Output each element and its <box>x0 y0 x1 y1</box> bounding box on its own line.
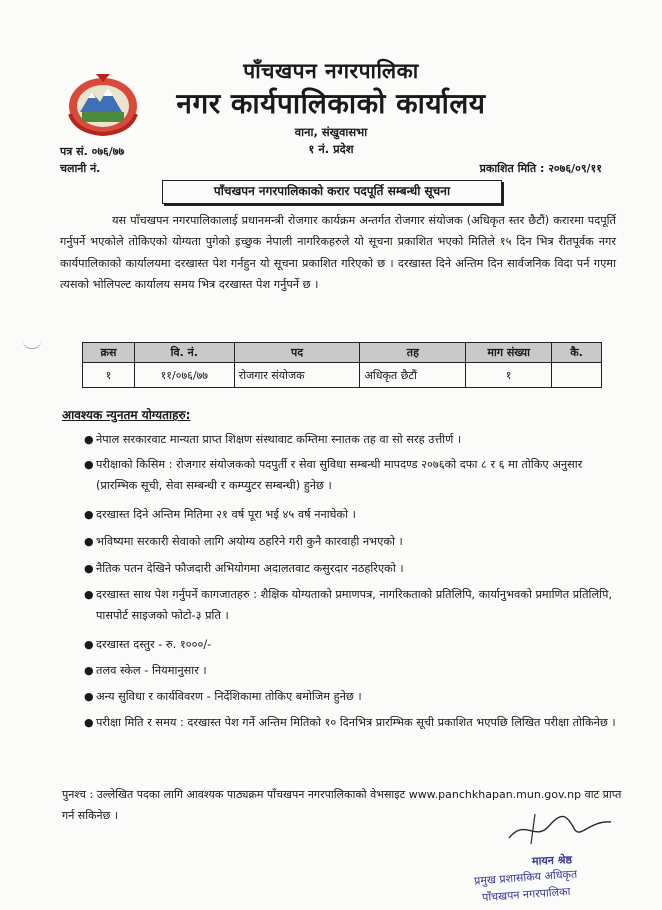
province-line: १ नं. प्रदेश <box>308 142 354 156</box>
bullet-icon: ● <box>84 433 94 446</box>
vacancy-table <box>82 342 602 388</box>
list-item: ● दरखास्त साथ पेश गर्नुपर्ने कागजातहरु : शैक्षिक योग्यताको प्रमाणपत्र, नागरिकताको प्रतिलिपि, कार्यानुभवको प्रमाणित प्रतिलिपि, पासपोर्ट साइजको फोटो-३ प्रति । <box>96 584 616 626</box>
list-item: ● परीक्षा मिति र समय : दरखास्त पेश गर्ने अन्तिम मितिको १० दिनभित्र प्रारम्भिक सूची प्रकाशित भएपछि लिखित परीक्षा तोकिनेछ । <box>96 712 616 733</box>
bullet-icon: ● <box>84 716 94 729</box>
bullet-icon: ● <box>84 458 94 471</box>
table-header-cell: तह <box>360 343 466 363</box>
list-item: ● नैतिक पतन देखिने फौजदारी अभियोगमा अदालतवाट कसुरदार नठहरिएको । <box>96 558 616 579</box>
list-item: ● दरखास्त दिने अन्तिम मितिमा २१ वर्ष पूरा भई ४५ वर्ष ननाघेको । <box>96 504 616 525</box>
office-name: नगर कार्यपालिकाको कार्यालय <box>176 87 486 120</box>
notice-body-text: यस पाँचखपन नगरपालिकालाई प्रधानमन्त्री रोजगार कार्यक्रम अन्तर्गत रोजगार संयोजक (अधिकृत स्तर छैटौं) करारमा पदपूर्ति गर्नुपर्ने भएकोले तोकिएको योग्यता पुगेको इच्छुक नेपाली नागरिकहरुले यो सूचना प्रकाशित भएको मितिले १५ दिन भित्र रीतपूर्वक नगर कार्यपालिकाको कार्यालयमा दरखास्त पेश गर्नहुन यो सूचना प्रकाशित गरिएको छ । दरखास्त दिने अन्तिम दिन सार्वजनिक विदा पर्न गएमा त्यसको भोलिपल्ट कार्यालय समय भित्र दरखास्त पेश गर्नुपर्ने छ । <box>60 214 616 291</box>
qualifications-heading: आवश्यक न्युनतम योग्यताहरु: <box>62 408 191 422</box>
table-cell <box>552 363 602 388</box>
table-header-cell: क्रस <box>83 343 135 363</box>
list-item: ● तलव स्केल - नियमानुसार । <box>96 660 616 681</box>
handwritten-signature-icon <box>505 808 615 848</box>
table-header-cell: पद <box>234 343 360 363</box>
signatory-name: मायन श्रेष्ठ <box>531 853 573 868</box>
table-cell: रोजगार संयोजक <box>234 363 360 388</box>
list-item: ● नेपाल सरकारवाट मान्यता प्राप्त शिक्षण संस्थावाट कम्तिमा स्नातक तह वा सो सरह उत्तीर्ण । <box>96 429 616 450</box>
published-date: प्रकाशित मिति : २०७६/०९/११ <box>479 162 602 175</box>
table-cell: १ <box>466 363 552 388</box>
table-row <box>83 363 602 388</box>
bullet-icon: ● <box>84 664 94 677</box>
list-item: ● अन्य सुविधा र कार्यविवरण - निर्देशिकामा तोकिए बमोजिम हुनेछ । <box>96 686 616 707</box>
bullet-icon: ● <box>84 588 94 601</box>
margin-mark <box>22 335 42 349</box>
reference-number: पत्र सं. ०७६/७७ <box>60 145 125 158</box>
bullet-icon: ● <box>84 508 94 521</box>
table-cell: १ <box>83 363 135 388</box>
table-header-cell: वि. नं. <box>134 343 234 363</box>
bullet-icon: ● <box>84 690 94 703</box>
postscript: पुनश्च : उल्लेखित पदका लागि आवश्यक पाठ्यक्रम पाँचखपन नगरपालिकाको वेभसाइट www.panchkhapan.mun.gov.np वाट प्राप्त गर्न सकिनेछ । <box>62 788 622 822</box>
bullet-icon: ● <box>84 638 94 651</box>
list-item: ● दरखास्त दस्तुर - रु. १०००/- <box>96 634 616 655</box>
table-cell: ११/०७६/७७ <box>134 363 234 388</box>
municipality-name: पाँचखपन नगरपालिका <box>243 59 419 83</box>
table-header-cell: कै. <box>552 343 602 363</box>
table-header-row <box>83 343 602 363</box>
dispatch-number: चलानी नं. <box>60 162 101 175</box>
bullet-icon: ● <box>84 562 94 575</box>
signatory-title: प्रमुख प्रशासकिय अधिकृत <box>473 867 578 888</box>
notice-title: पाँचखपन नगरपालिकाको करार पदपूर्ति सम्बन्धी सूचना <box>162 180 502 204</box>
office-address: वाना, संखुवासभा <box>294 125 368 139</box>
table-cell: अधिकृत छैटौं <box>360 363 466 388</box>
list-item: ● परीक्षाको किसिम : रोजगार संयोजकको पदपुर्ती र सेवा सुविधा सम्बन्धी मापदण्ड २०७६को दफा ८ र ६ मा तोकिए अनुसार (प्रारम्भिक सूची, सेवा सम्बन्धी र कम्प्युटर सम्बन्धी) हुनेछ । <box>96 454 616 496</box>
notice-body <box>60 210 616 295</box>
table-header-cell: माग संख्या <box>466 343 552 363</box>
list-item: ● भविष्यमा सरकारी सेवाको लागि अयोग्य ठहरिने गरी कुनै कारवाही नभएको । <box>96 531 616 552</box>
signatory-organization: पाँचखपन नगरपालिका <box>481 884 571 905</box>
bullet-icon: ● <box>84 535 94 548</box>
